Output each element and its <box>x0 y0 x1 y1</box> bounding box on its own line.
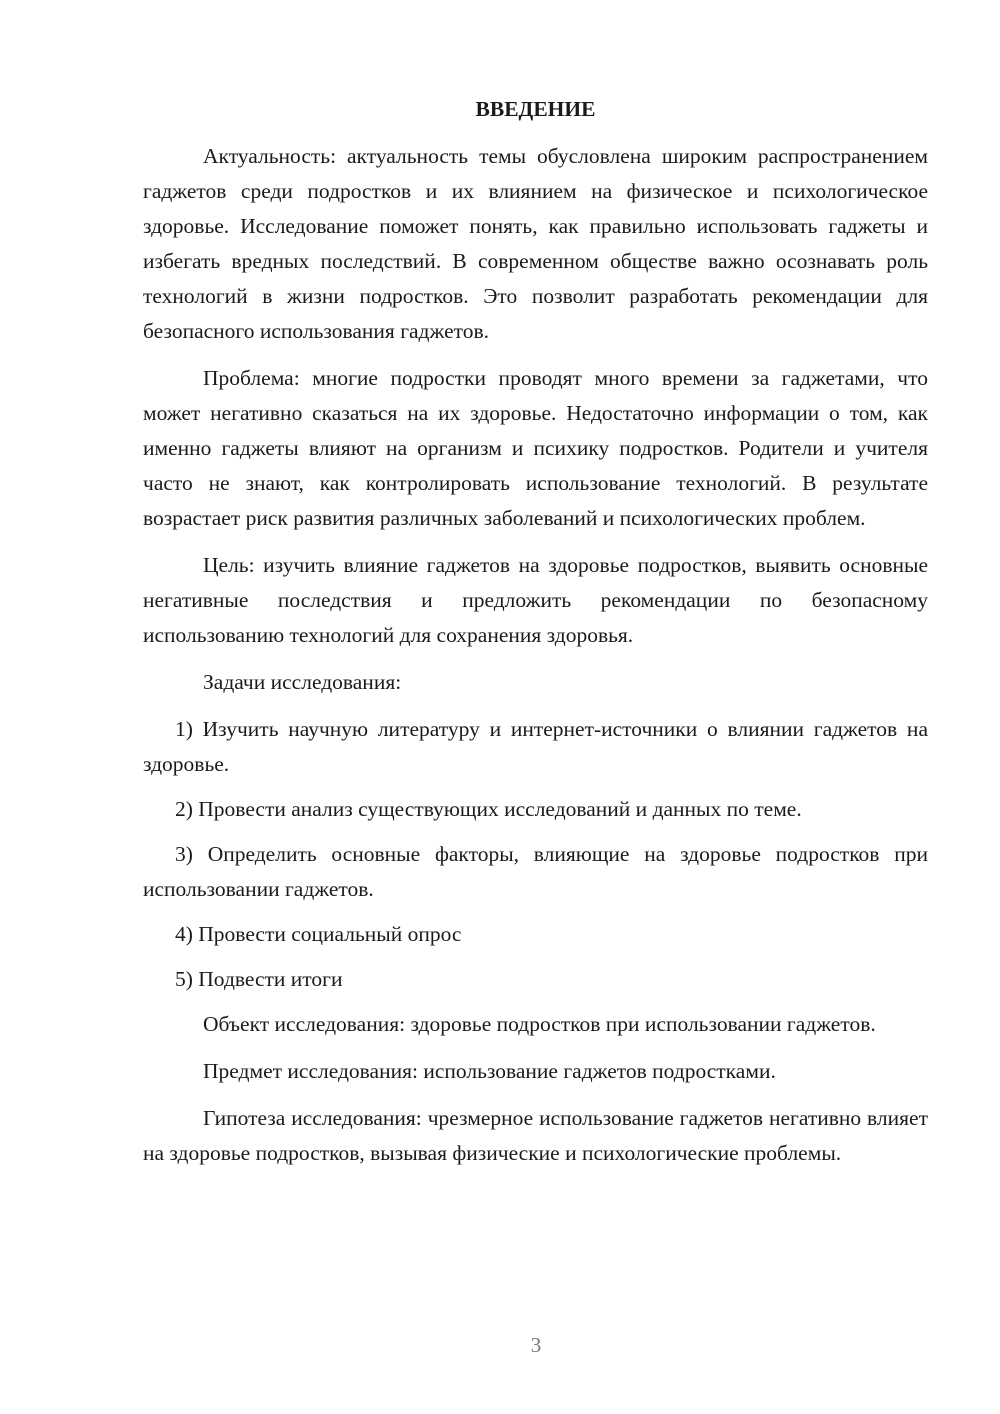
page-number: 3 <box>530 1333 542 1357</box>
goal-paragraph: Цель: изучить влияние гаджетов на здоровье подростков, выявить основные негативные последствия и предложить рекомендации по безопасному использованию технологий для сохранения здоровья. <box>143 553 928 647</box>
relevance-paragraph: Актуальность: актуальность темы обусловлена широким распространением гаджетов среди подростков и их влиянием на физическое и психологическое здоровье. Исследование поможет понять, как правильно использовать гаджеты и избегать вредных последствий. В современном обществе важно осознавать роль технологий в жизни подростков. Это позволит разработать рекомендации для безопасного использования гаджетов. <box>143 144 928 343</box>
tasks-heading: Задачи исследования: <box>203 670 402 694</box>
problem-paragraph: Проблема: многие подростки проводят много времени за гаджетами, что может негативно сказаться на их здоровье. Недостаточно информации о том, как именно гаджеты влияют на организм и психику подростков. Родители и учителя часто не знают, как контролировать использование технологий. В результате возрастает риск развития различных заболеваний и психологических проблем. <box>143 366 928 530</box>
hypothesis-paragraph: Гипотеза исследования: чрезмерное использование гаджетов негативно влияет на здоровье подростков, вызывая физические и психологические проблемы. <box>143 1106 928 1165</box>
subject-paragraph: Предмет исследования: использование гаджетов подростками. <box>203 1059 776 1083</box>
document-page <box>143 92 928 1183</box>
task-item-4: 4) Провести социальный опрос <box>175 922 462 946</box>
task-item-3: 3) Определить основные факторы, влияющие на здоровье подростков при использовании гаджетов. <box>143 842 928 901</box>
task-item-1: 1) Изучить научную литературу и интернет-источники о влиянии гаджетов на здоровье. <box>143 717 928 776</box>
task-item-5: 5) Подвести итоги <box>175 967 343 991</box>
object-paragraph: Объект исследования: здоровье подростков при использовании гаджетов. <box>203 1012 876 1036</box>
page-title: ВВЕДЕНИЕ <box>475 97 596 121</box>
task-item-2: 2) Провести анализ существующих исследований и данных по теме. <box>175 797 802 821</box>
